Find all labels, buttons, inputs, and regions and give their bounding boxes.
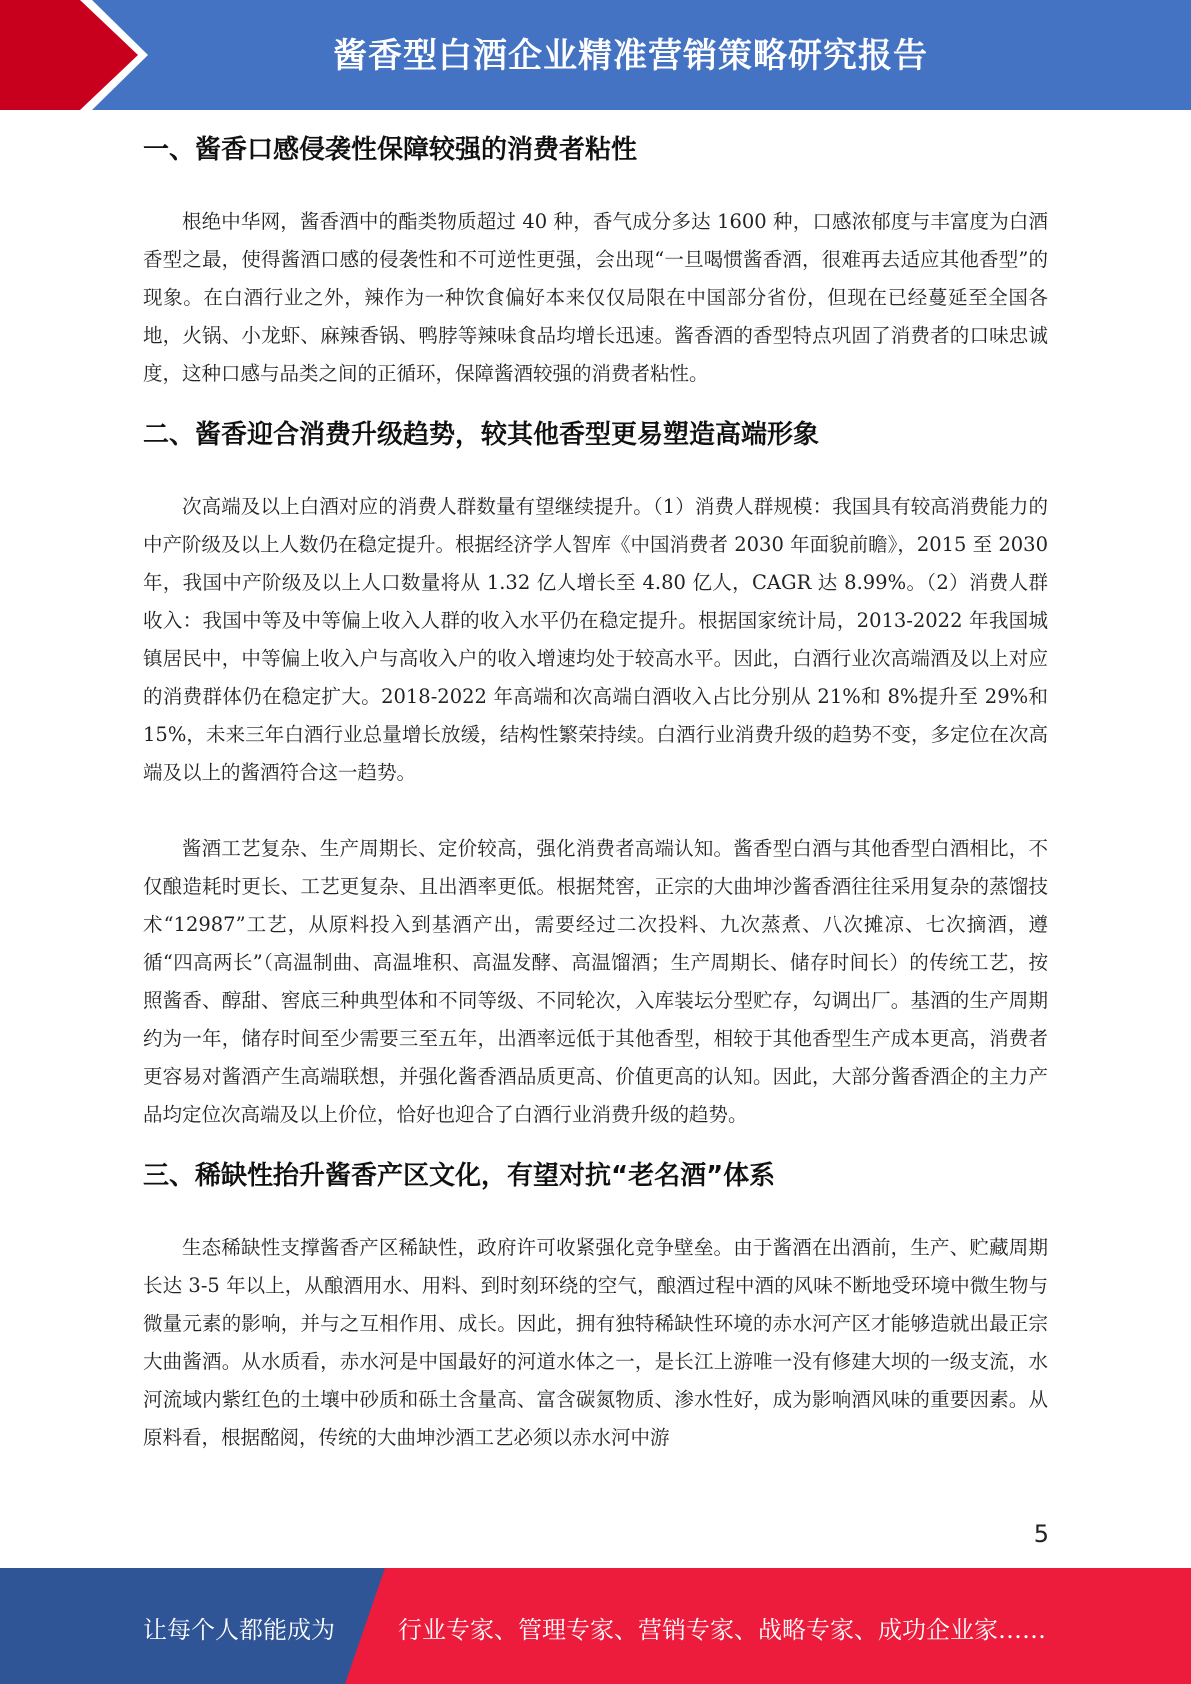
section-3-heading: 三、稀缺性抬升酱香产区文化，有望对抗“老名酒”体系 [143,1161,776,1191]
document-title: 酱香型白酒企业精准营销策略研究报告 [333,36,928,76]
section-3-paragraph: 生态稀缺性支撑酱香产区稀缺性，政府许可收紧强化竞争壁垒。由于酱酒在出酒前，生产、贮藏周期长达 3-5 年以上，从酿酒用水、用料、到时刻环绕的空气，酿酒过程中酒的风味不断地受环境中微生物与微量元素的影响，并与之互相作用、成长。因此，拥有独特稀缺性环境的赤水河产区才能够造就出最正宗大曲酱酒。从水质看，赤水河是中国最好的河道水体之一，是长江上游唯一没有修建大坝的一级支流，水河流域内紫红色的土壤中砂质和砾土含量高、富含碳氮物质、渗水性好，成为影响酒风味的重要因素。从原料看，根据酩阅，传统的大曲坤沙酒工艺必须以赤水河中游 [143,1236,1048,1449]
document-body [143,128,1048,1457]
section-2-paragraph-2: 酱酒工艺复杂、生产周期长、定价较高，强化消费者高端认知。酱香型白酒与其他香型白酒相比，不仅酿造耗时更长、工艺更复杂、且出酒率更低。根据梵窖，正宗的大曲坤沙酱香酒往往采用复杂的蒸馏技术“12987”工艺，从原料投入到基酒产出，需要经过二次投料、九次蒸煮、八次摊凉、七次摘酒，遵循“四高两长”（高温制曲、高温堆积、高温发酵、高温馏酒；生产周期长、储存时间长）的传统工艺，按照酱香、醇甜、窖底三种典型体和不同等级、不同轮次，入库装坛分型贮存，勾调出厂。基酒的生产周期约为一年，储存时间至少需要三至五年，出酒率远低于其他香型，相较于其他香型生产成本更高，消费者更容易对酱酒产生高端联想，并强化酱香酒品质更高、价值更高的认知。因此，大部分酱香酒企的主力产品均定位次高端及以上价位，恰好也迎合了白酒行业消费升级的趋势。 [143,837,1048,1126]
section-2-paragraph-1: 次高端及以上白酒对应的消费人群数量有望继续提升。（1）消费人群规模：我国具有较高消费能力的中产阶级及以上人数仍在稳定提升。根据经济学人智库《中国消费者 2030 年面貌前瞻》，2015 至 2030 年，我国中产阶级及以上人口数量将从 1.32 亿人增长至 4.80 亿人，CAGR 达 8.99%。（2）消费人群收入：我国中等及中等偏上收入人群的收入水平仍在稳定提升。根据国家统计局，2013-2022 年我国城镇居民中，中等偏上收入户与高收入户的收入增速均处于较高水平。因此，白酒行业次高端酒及以上对应的消费群体仍在稳定扩大。2018-2022 年高端和次高端白酒收入占比分别从 21%和 8%提升至 29%和 15%，未来三年白酒行业总量增长放缓，结构性繁荣持续。白酒行业消费升级的趋势不变，多定位在次高端及以上的酱酒符合这一趋势。 [143,495,1048,784]
page-header [0,0,1191,110]
page-number: 5 [1033,1520,1049,1548]
section-2-heading: 二、酱香迎合消费升级趋势，较其他香型更易塑造高端形象 [143,420,820,450]
section-1-heading: 一、酱香口感侵袭性保障较强的消费者粘性 [143,135,638,165]
footer-slogan-left: 让每个人都能成为 [143,1616,335,1644]
section-1-paragraph: 根绝中华网，酱香酒中的酯类物质超过 40 种，香气成分多达 1600 种，口感浓郁度与丰富度为白酒香型之最，使得酱酒口感的侵袭性和不可逆性更强，会出现“一旦喝惯酱香酒，很难再去适应其他香型”的现象。在白酒行业之外，辣作为一种饮食偏好本来仅仅局限在中国部分省份，但现在已经蔓延至全国各地，火锅、小龙虾、麻辣香锅、鸭脖等辣味食品均增长迅速。酱香酒的香型特点巩固了消费者的口味忠诚度，这种口感与品类之间的正循环，保障酱酒较强的消费者粘性。 [143,210,1048,385]
page-footer [0,1568,1191,1684]
footer-slogan-right: 行业专家、管理专家、营销专家、战略专家、成功企业家…… [398,1616,1046,1644]
